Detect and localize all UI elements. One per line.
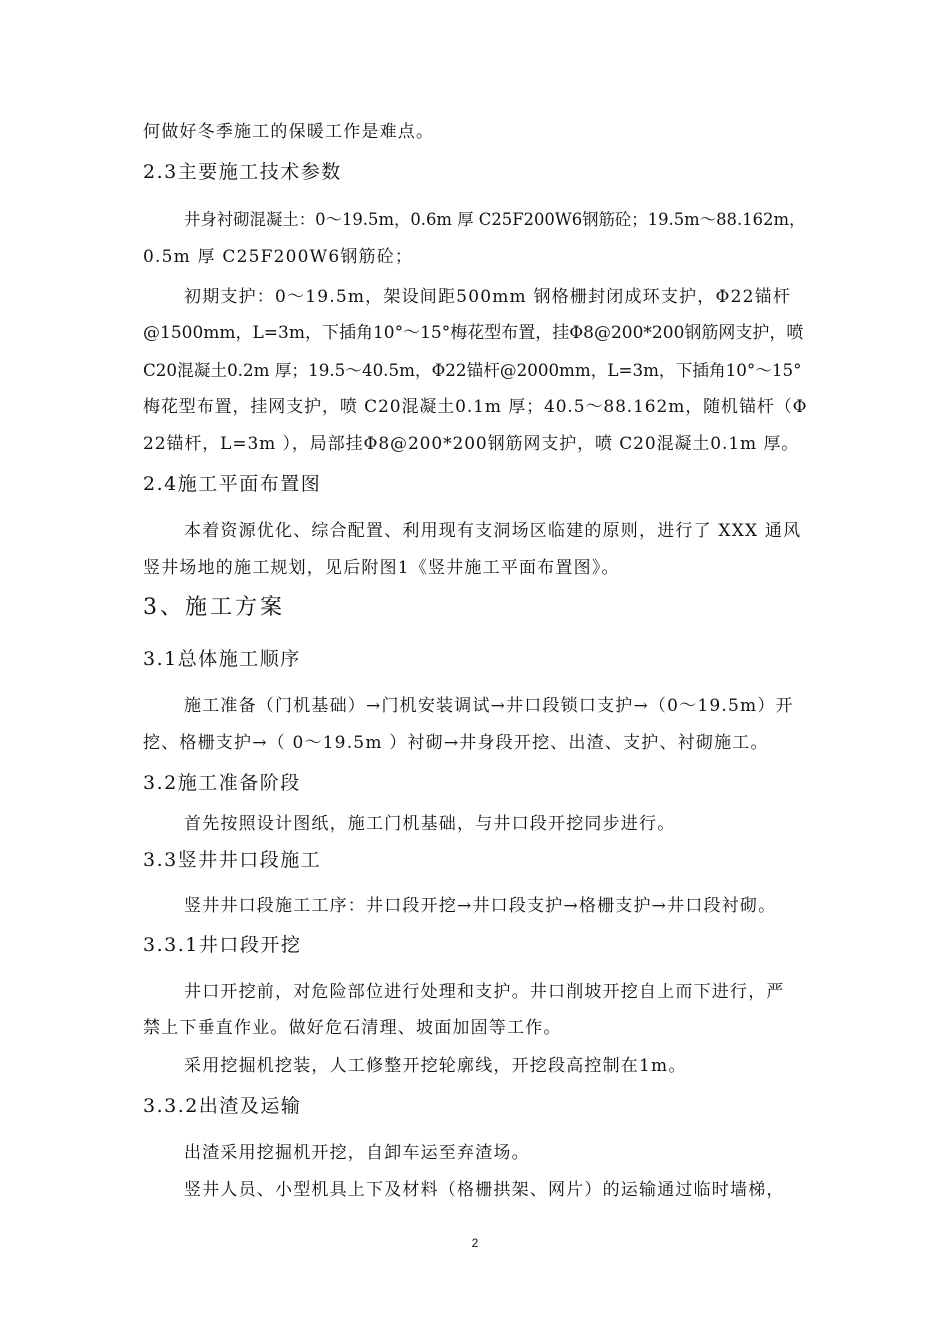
paragraph-line: 本着资源优化、综合配置、利用现有支洞场区临建的原则，进行了 XXX 通风: [184, 521, 802, 541]
paragraph-line: 何做好冬季施工的保暖工作是难点。: [143, 122, 435, 142]
paragraph-line: 出渣采用挖掘机开挖，自卸车运至弃渣场。: [184, 1143, 530, 1163]
paragraph-line: C20混凝土0.2m 厚；19.5～40.5m，Φ22锚杆@2000mm，L=3m，下插角10°～15°: [143, 360, 802, 380]
page-number: 2: [471, 1236, 479, 1250]
paragraph-line: 0.5m 厚 C25F200W6钢筋砼；: [143, 247, 414, 267]
heading-3-1: 3.1总体施工顺序: [143, 648, 301, 670]
paragraph-line: 22锚杆，L=3m ），局部挂Φ8@200*200钢筋网支护，喷 C20混凝土0.1m 厚。: [143, 434, 800, 454]
heading-3-3-1: 3.3.1井口段开挖: [143, 934, 302, 956]
paragraph-line: 竖井场地的施工规划，见后附图1《竖井施工平面布置图》。: [143, 558, 620, 578]
paragraph-line: 首先按照设计图纸，施工门机基础，与井口段开挖同步进行。: [184, 814, 676, 834]
heading-3-2: 3.2施工准备阶段: [143, 772, 301, 794]
paragraph-line: 竖井井口段施工工序：井口段开挖→井口段支护→格栅支护→井口段衬砌。: [184, 896, 777, 916]
paragraph-line: 竖井人员、小型机具上下及材料（格栅拱架、网片）的运输通过临时墙梯，: [184, 1180, 785, 1200]
heading-2-3: 2.3主要施工技术参数: [143, 161, 342, 183]
paragraph-line: @1500mm，L=3m，下插角10°～15°梅花型布置，挂Φ8@200*200钢筋网支护，喷: [143, 323, 804, 343]
heading-3-3: 3.3竖井井口段施工: [143, 849, 322, 871]
paragraph-line: 施工准备（门机基础）→门机安装调试→井口段锁口支护→（0～19.5m）开: [184, 696, 794, 716]
paragraph-line: 井身衬砌混凝土：0～19.5m，0.6m 厚 C25F200W6钢筋砼；19.5m～88.162m，: [184, 210, 806, 229]
heading-3-3-2: 3.3.2出渣及运输: [143, 1095, 302, 1117]
paragraph-line: 井口开挖前，对危险部位进行处理和支护。井口削坡开挖自上而下进行，严: [184, 982, 785, 1002]
heading-2-4: 2.4施工平面布置图: [143, 473, 322, 495]
paragraph-line: 禁上下垂直作业。做好危石清理、坡面加固等工作。: [143, 1018, 562, 1038]
paragraph-line: 挖、格栅支护→（ 0～19.5m ）衬砌→井身段开挖、出渣、支护、衬砌施工。: [143, 733, 769, 753]
paragraph-line: 采用挖掘机挖装，人工修整开挖轮廓线，开挖段高控制在1m。: [184, 1056, 687, 1076]
paragraph-line: 初期支护：0～19.5m，架设间距500mm 钢格栅封闭成环支护，Φ22锚杆: [184, 287, 792, 307]
paragraph-line: 梅花型布置，挂网支护，喷 C20混凝土0.1m 厚；40.5～88.162m，随机锚杆（Φ: [143, 397, 808, 417]
heading-3: 3、施工方案: [143, 595, 285, 620]
